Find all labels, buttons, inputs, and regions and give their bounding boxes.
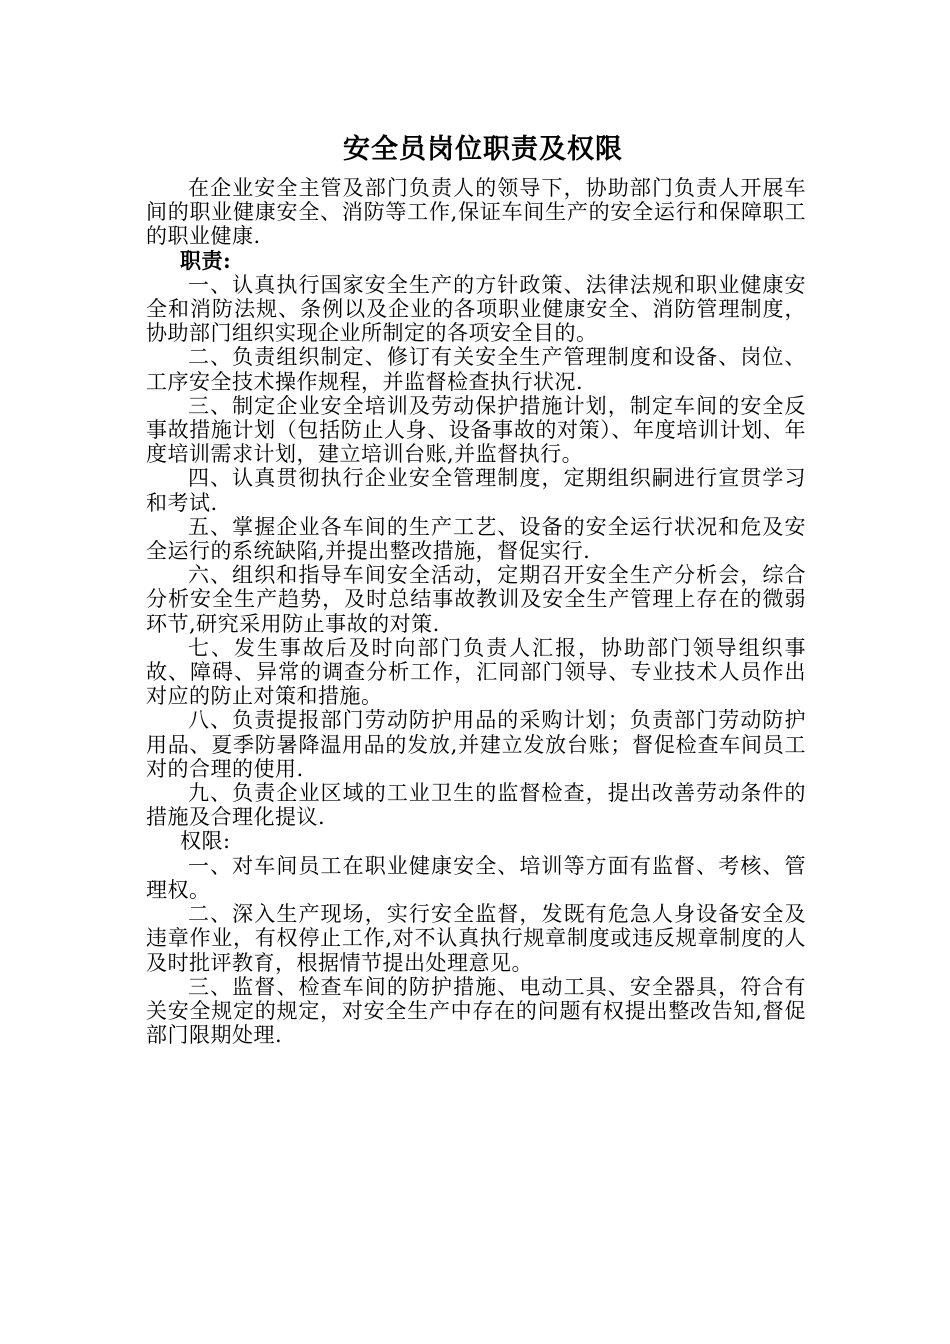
duty-item-7: 七、发生事故后及时向部门负责人汇报，协助部门领导组织事故、障碍、异常的调查分析工作，汇同部门领导、专业技术人员作出对应的防止对策和措施。 [146,635,806,709]
duty-item-8: 八、负责提报部门劳动防护用品的采购计划；负责部门劳动防护用品、夏季防暑降温用品的发放,并建立发放台账；督促检查车间员工对的合理的使用. [146,708,806,781]
document-page [146,128,806,1047]
duties-heading: 职责: [180,247,232,273]
authority-item-3: 三、监督、检查车间的防护措施、电动工具、安全器具，符合有关安全规定的规定，对安全生产中存在的问题有权提出整改告知,督促部门限期处理. [146,974,806,1048]
duty-item-2: 二、负责组织制定、修订有关安全生产管理制度和设备、岗位、工序安全技术操作规程，并监督检查执行状况. [146,345,806,394]
duty-item-4: 四、认真贯彻执行企业安全管理制度，定期组织嗣进行宣贯学习和考试. [146,466,806,515]
authority-item-1: 一、对车间员工在职业健康安全、培训等方面有监督、考核、管理权。 [146,853,806,902]
duty-item-6: 六、组织和指导车间安全活动，定期召开安全生产分析会，综合分析安全生产趋势，及时总结事故教训及安全生产管理上存在的微弱环节,研究采用防止事故的对策. [146,563,806,636]
duty-item-9: 九、负责企业区域的工业卫生的监督检查，提出改善劳动条件的措施及合理化提议. [146,781,806,830]
authority-item-2: 二、深入生产现场，实行安全监督，发既有危急人身设备安全及违章作业，有权停止工作,对不认真执行规章制度或违反规章制度的人及时批评教育，根据情节提出处理意见。 [146,902,806,975]
authority-heading: 权限: [180,829,231,854]
duty-item-5: 五、掌握企业各车间的生产工艺、设备的安全运行状况和危及安全运行的系统缺陷,并提出整改措施，督促实行. [146,514,806,564]
duty-item-1: 一、认真执行国家安全生产的方针政策、法律法规和职业健康安全和消防法规、条例以及企业的各项职业健康安全、消防管理制度，协助部门组织实现企业所制定的各项安全目的。 [146,272,806,346]
intro-paragraph: 在企业安全主管及部门负责人的领导下，协助部门负责人开展车间的职业健康安全、消防等工作,保证车间生产的安全运行和保障职工的职业健康. [146,176,806,249]
duty-item-3: 三、制定企业安全培训及劳动保护措施计划，制定车间的安全反事故措施计划（包括防止人身、设备事故的对策）、年度培训计划、年度培训需求计划，建立培训台账,并监督执行。 [146,393,806,467]
document-title: 安全员岗位职责及权限 [343,134,623,165]
